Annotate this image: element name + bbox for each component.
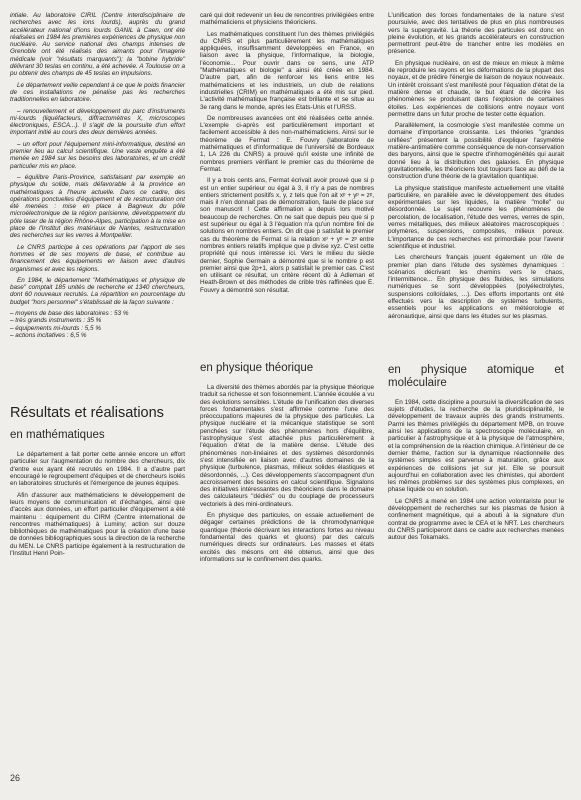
column-left (10, 12, 185, 561)
paragraph-math-communication: Afin d'assurer aux mathématiciens le développement de leurs moyens de communication et d'échanges, ainsi que d'accès aux données, un effort particulier d'équipement a été maintenu : équipement du CIRM (Centre international de rencontres mathématiques) à Luminy; action sur douze bibliothèques de mathématiques pour la création d'une base de données bibliographiques sous la direction de la recherche du MEN. Le CNRS participe également à la restructuration de l'Institut Henri Poin- (10, 491, 185, 558)
page-number: 26 (10, 773, 21, 783)
paragraph-ciril: intiale. Au laboratoire CIRIL (Centre interdisciplinaire de recherches avec les ions lourds), auprès du grand accélérateur national d'ions lourds GANIL à Caen, ont été réalisées en 1984 les premières expériences de physique non nucléaire. Au service national des champs intenses de Grenoble ont été réalisés des aimants pour l'imagerie médicale (voir "résultats marquants"); la "bobine hybride" délivrant 30 teslas en continu, a été achevée. A Toulouse on a pu obtenir des champs de 45 teslas en impulsions. (10, 12, 185, 78)
theoretical-physics-heading: en physique théorique (200, 361, 314, 374)
paragraph-instruments: – renouvellement et développement du parc d'instruments mi-lourds (liquéfacteurs, diffractomètres X, microscopes électroniques, ESCA...). Il s'agit de la poursuite d'un effort important initié au cours des deux dernières années. (10, 107, 185, 137)
paragraph-mini-informatics: – un effort pour l'équipement mini-informatique, destiné en premier lieu au calcul scientifique. Une vaste enquête a été menée en 1984 sur les besoins des laboratoires, et un crédit particulier mis en place. (10, 140, 185, 170)
paragraph-theory-diversity: La diversité des thèmes abordés par la physique théorique traduit sa richesse et son foisonnement. L'année écoulée a vu des évolutions sensibles. L'étude de l'unification des diverses forces fondamentales s'est affirmée comme l'une des préoccupations majeures de la physique des particules. La physique nucléaire et la mécanique statistique se sont penchées sur l'étude des phénomènes hors d'équilibre, l'astrophysique s'est attachée plus particulièrement à l'équation d'état de la matière dense. L'étude des phénomènes non-linéaires et des systèmes désordonnés s'est intensifiée en liaison avec d'autres domaines de la physique (turbulence, plasmas, milieux solides élastiques et désordonnés, ...). Ces développements s'accompagnent d'un accroissement des besoins en calcul scientifique. Signalons des initiatives intéressantes des théoriciens dans le domaine des calculateurs "dédiés" ou du couplage de processeurs vectoriels à des mini-ordinateurs. (200, 383, 375, 508)
paragraph-fusion-plasmas: Le CNRS a mené en 1984 une action volontariste pour le développement de recherches sur les plasmas de fusion à confinement magnétique, qui a abouti à la signature d'un contrat de programme avec le CEA et le NRT. Les chercheurs du CNRS participeront dans ce cadre aux recherches menées autour des Tokamaks. (388, 497, 564, 542)
paragraph-cosmology: Parallèlement, la cosmologie s'est manifestée comme un domaine d'importance croissante. Les théories "grandes unifiées" présentent la possibilité d'expliquer l'asymétrie matière-antimatière comme conséquence de non-conservation des baryons, ainsi que le spectre d'inhomogénéités qui aurait donné lieu à la distribution des galaxies. En physique gravitationnelle, les théoriciens tout toujours face au défi de la construction d'une théorie de la gravitation quantique. (388, 122, 564, 181)
column-right (388, 12, 564, 546)
paragraph-fermat-intro: De nombreuses avancées ont été réalisées cette année. L'exemple ci-après est particulièrement important et facilement accessible à des non-mathématiciens. Ainsi sur le théorème de Fermat : E. Fouvry (laboratoire de mathématiques et d'informatique de l'université de Bordeaux 1, LA 226 du CNRS) a prouvé qu'il existe une infinité de nombres premiers vérifiant le premier cas du théorème de Fermat. (200, 114, 374, 173)
paragraph-department-care: Le département veille cependant à ce que le poids financier de ces installations ne pénalise pas les recherches traditionnelles en laboratoire. (10, 81, 185, 104)
atomic-physics-heading: en physique atomique et moléculaire (388, 363, 564, 389)
math-heading: en mathématiques (10, 429, 105, 442)
list-item: – moyens de base des laboratoires : 53 % (10, 309, 129, 317)
paragraph-unification: L'unification des forces fondamentales de la nature s'est poursuivie, avec des tentatives de plus en plus nombreuses vers la supergravité. La théorie des particules est donc en pleine évolution, et les grands accélérateurs en construction permettront peut-être de trancher entre les modèles en présence. (388, 12, 564, 56)
budget-list (10, 310, 185, 339)
list-item: – équipements mi-lourds : 5,5 % (10, 324, 101, 332)
paragraph-poincare: caré qui doit redevenir un lieu de rencontres privilégiées entre mathématiciens et physiciens théoriciens. (200, 12, 374, 27)
results-heading: Résultats et réalisations (10, 405, 164, 422)
paragraph-math-recruitment: Le département a fait porter cette année encore un effort particulier sur l'augmentation du nombre des chercheurs, dix d'entre eux ayant été recrutés en 1984. Il a d'autre part encouragé le regroupement d'équipes et de chercheurs isolés en laboratoires structurés et l'émergence de jeunes équipes. (10, 451, 185, 488)
paragraph-particle-physics: En physique des particules, on essaie actuellement de dégager certaines prédictions de la chromodynamique quantique (théorie décrivant les interactions fortes au niveau fondamental des quarks et gluons) par des calculs numériques directs sur ordinateurs. Les masses et états excités des mésons ont été obtenus, ainsi que des informations sur le confinement des quarks. (200, 512, 374, 563)
paragraph-cnrs-participation: Le CNRS participe à ces opérations par l'apport de ses hommes et de ses moyens de base, et contribue au financement des équipements en liaison avec d'autres organismes et avec les régions. (10, 243, 185, 273)
paragraph-statistical-physics: La physique statistique manifeste actuellement une vitalité particulière, en parallèle avec le développement des études expérimentales sur les liquides, la matière "molle" ou désordonnée. Le sujet recouvre les phénomènes de percolation, de localisation, l'étude des verres, verres de spin, verres métalliques, des milieux aléatoires macroscopiques : polymères, suspensions, composites, milieux poreux. L'importance de ces recherches est primordiale pour l'avenir scientifique et industriel. (388, 184, 564, 250)
column-middle (200, 12, 374, 567)
paragraph-fermat-detail: Il y a trois cents ans, Fermat écrivait avoir prouvé que si p est un entier supérieur ou égal à 3, il n'y a pas de nombres entiers strictement positifs x, y, z tels que l'on ait xᵖ + yᵖ = zᵖ, mais il n'en donnait pas de démonstration, faute de place sur son manuscrit ! Cette affirmation a depuis lors motivé beaucoup de recherches. On ne sait que depuis peu que si p est supérieur ou égal à 3 l'équation n'a qu'un nombre fini de solutions en nombres entiers. On dit que p satisfait le premier cas du théorème de Fermat si la relation xᵖ + yᵖ = zᵖ entre nombres entiers relatifs implique que p divise xyz. C'est cette propriété qui nous intéresse ici. Vers le milieu du siècle dernier, Sophie Germain a démontré que si le nombre p est premier ainsi que 2p+1, alors p satisfait le premier cas. C'est en utilisant ce résultat, un critère récent dû à Adleman et Heath-Brown et des méthodes de crible très raffinées que E. Fouvry a démontré son résultat. (200, 177, 374, 294)
paragraph-atomic-1984: En 1984, cette discipline a poursuivi la diversification de ses sujets d'études, la recherche de la pluridisciplinarité, le développement de travaux auprès des grands instruments. Parmi les thèmes privilégiés du département MPB, on trouve ainsi les applications de la spectroscopie moléculaire, en particulier à l'astrophysique et à la physique de l'atmosphère, et la compréhension de la réaction chimique. A l'intérieur de ce dernier thème, l'action sur la dynamique réactionnelle des systèmes simples est parvenue à maturation, grâce aux expériences de collisions jet sur jet. Elle se poursuit aujourd'hui en collaboration avec les chimistes, qui abordent les mêmes problèmes sur des systèmes plus complexes, en phase liquide ou en solution. (388, 398, 564, 494)
paragraph-dynamical-systems: Les chercheurs français jouent également un rôle de premier plan dans l'étude des systèmes dynamiques : scénarios décrivant les chemins vers le chaos, l'intermittence... En physique des fluides, les simulations numériques se sont développées (polyélectrolytes, suspensions colloïdales, ...). Des efforts importants ont été effectués vers la description de systèmes turbulents, essentiels pour les applications en météorologie et aéronautique, ainsi que dans les études sur les plasmas. (388, 254, 564, 320)
paragraph-nuclear-physics: En physique nucléaire, on est de mieux en mieux à même de reproduire les rayons et les déformations de la plupart des noyaux, et de prédire l'énergie de liaison de noyaux nouveaux. Un intérêt croissant s'est manifesté pour l'équation d'état de la matière dense et chaude, le but étant de décrire les phénomènes se produisant dans l'explosion de certaines étoiles. Les expériences de collisions entre noyaux vont permettre dans un futur proche de tester cette équation. (388, 59, 564, 118)
paragraph-budget-1984: En 1984, le département "Mathématiques et physique de base" comptait 185 unités de recherche et 1340 chercheurs, dont 60 nouveaux recrutés. La répartition en pourcentage du budget "hors personnel" s'établissait de la façon suivante : (10, 276, 185, 306)
list-item: – actions incitatives : 6,5 % (10, 331, 87, 339)
list-item: – très grands instruments : 35 % (10, 317, 102, 325)
paragraph-paris-province: – équilibre Paris-Province, satisfaisant par exemple en physique du solide, mais défavorable à la province en mathématiques à l'heure actuelle. Dans ce cadre, des opérations ponctuelles d'équipement et de restructuration ont été menées : mise en place à Bagneux du pôle microélectronique de la région parisienne, développement du pôle laser de la région Rhône-Alpes, participation à la mise en place de l'Institut des matériaux de Nantes, restructuration des recherches sur les verres à Montpellier. (10, 173, 185, 240)
paragraph-applied-math: Les mathématiques constituent l'un des thèmes privilégiés du CNRS et plus particulièrement les mathématiques appliquées, insuffisamment développées en France, en liaison avec la physique, l'informatique, la biologie, l'économie... Pour ouvrir dans ce sens, une ATP "Mathématiques et biologie" a ainsi été créée en 1984. D'autre part, afin de renforcer les liens entre les mathématiciens et les industriels, un club de relations industrielles (CRIM) en mathématiques a été mis sur pied. L'activité mathématique française est brillante et se situe au 3e rang dans le monde, après les Etats-Unis et l'URSS. (200, 30, 374, 111)
